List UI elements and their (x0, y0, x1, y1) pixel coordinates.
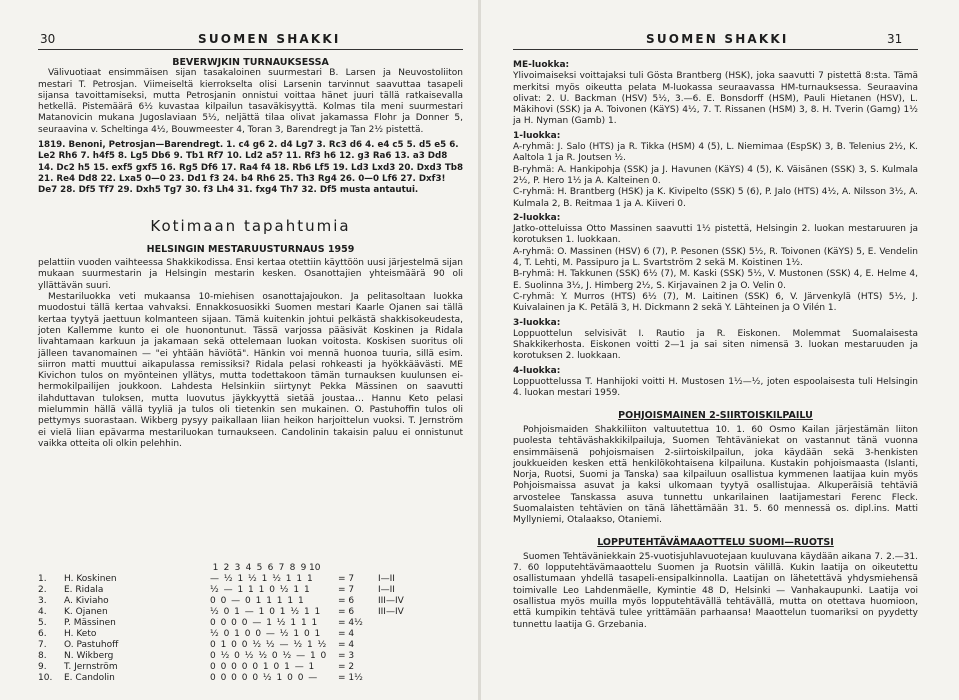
crosstable-row (38, 662, 404, 673)
right-page-number: 31 (887, 32, 903, 46)
crosstable-row (38, 574, 404, 585)
player-place (370, 618, 404, 629)
article-paragraph: pelattiin vuoden vaihteessa Shakkikodissa. Ensi kertaa otettiin käyttöön uusi järjestelmä sijan mukaan suurmestarin ja Helsingin mestarin kesken. Osanottajien yhteismäärä 90 oli yllättävän suuri. (38, 258, 463, 291)
right-body (513, 60, 918, 631)
left-page (0, 0, 478, 700)
player-score: = 6 (338, 607, 355, 617)
class-text: Loppuottelussa T. Hanhijoki voitti H. Mustosen 1½—½, joten espoolaisesta tuli Helsingin 4. luokan mestari 1959. (513, 377, 918, 399)
right-running-header: SUOMEN SHAKKI (646, 32, 789, 46)
player-results: 0 1 0 0 ½ ½ — ½ 1 ½ (210, 640, 328, 650)
player-results: 0 ½ 0 ½ ½ 0 ½ — 1 0 (210, 651, 328, 661)
player-name: E. Candolin (64, 673, 115, 683)
player-rank: 10. (38, 673, 53, 683)
crosstable-col-headers (210, 563, 330, 574)
crosstable-col-numbers (210, 563, 320, 573)
right-header-rule (513, 49, 918, 50)
player-name: K. Ojanen (64, 607, 108, 617)
crosstable-col-number: 3 (234, 563, 241, 573)
player-name: E. Ridala (64, 585, 104, 595)
player-place: III—IV (378, 596, 404, 606)
player-name: H. Koskinen (64, 574, 117, 584)
player-place (370, 640, 404, 651)
crosstable-header-row (38, 563, 404, 574)
article-paragraph: Välivuotiaat ensimmäisen sijan tasakaloinen suurmestari B. Larsen ja Neuvostoliiton mestari T. Petrosjan. Viimeiseltä kierrokselta olisi Larsenin tarvinnut saavuttaa tasapeli sijansa tavoittamiseksi, mutta Petrosjanin onnistui voittaa hänet juuri tällä ratkaisevalla hetkellä. Pistemäärä 6½ kuvastaa kilpailun tasaväkisyyttä. Kolmas tila meni suurmestari Matanovicin mukana Jugoslaviaan 5½, neljättä tilaa olivat jakamassa Flohr ja Donner 5, seuraavina v. Scheltinga 4½, Bouwmeester 4, Toran 3, Barendregt ja Tan 2½ pistettä. (38, 68, 463, 135)
player-results: ½ — 1 1 1 0 ½ 1 1 (210, 585, 311, 595)
group-result: B-ryhmä: A. Hankipohja (SSK) ja J. Havunen (KäYS) 4 (5), K. Väisänen (SSK) 3, S. Kulmala 2½, P. Hero 1½ ja A. Kalteinen 0. (513, 164, 918, 186)
article-title-pohjoismainen: POHJOISMAINEN 2-SIIRTOISKILPAILU (618, 409, 813, 421)
left-body (38, 57, 463, 450)
player-score: = 6 (338, 596, 355, 606)
player-score: = 4 (338, 629, 355, 639)
player-results: 0 0 0 0 0 1 0 1 — 1 (210, 662, 316, 672)
crosstable-col-number: 4 (245, 563, 252, 573)
player-rank: 6. (38, 629, 47, 639)
player-rank: 3. (38, 596, 47, 606)
player-results: ½ 0 1 — 1 0 1 ½ 1 1 (210, 607, 322, 617)
player-name: P. Mässinen (64, 618, 116, 628)
player-name: T. Jernström (64, 662, 118, 672)
player-score: = 7 (338, 574, 355, 584)
section-title: Kotimaan tapahtumia (150, 216, 351, 235)
player-place: I—II (378, 574, 395, 584)
left-header-rule (38, 49, 463, 50)
player-place: I—II (378, 585, 395, 595)
player-score: = 1½ (338, 673, 363, 683)
player-score: = 7 (338, 585, 355, 595)
crosstable-col-number: 10 (309, 563, 321, 573)
crosstable-col-number: 2 (223, 563, 230, 573)
class-title-1: 1-luokka: (513, 130, 561, 141)
left-running-header: SUOMEN SHAKKI (198, 32, 341, 46)
player-results: 0 0 0 0 0 ½ 1 0 0 — (210, 673, 319, 683)
player-rank: 1. (38, 574, 47, 584)
crosstable-col-number: 7 (278, 563, 285, 573)
right-page (481, 0, 959, 700)
crosstable-row (38, 618, 404, 629)
crosstable-row (38, 596, 404, 607)
player-score: = 3 (338, 651, 355, 661)
player-name: H. Keto (64, 629, 97, 639)
group-result: C-ryhmä: Y. Murros (HTS) 6½ (7), M. Laitinen (SSK) 6, V. Järvenkylä (HTS) 5½, J. Kuivalainen ja K. Petälä 3, H. Dickmann 2 sekä Y. Lähteinen ja O Vilén 1. (513, 291, 918, 314)
crosstable-col-number: 1 (212, 563, 219, 573)
player-rank: 7. (38, 640, 47, 650)
crosstable-row (38, 651, 404, 662)
player-place (370, 662, 404, 673)
tournament-title: BEVERWJKIN TURNAUKSESSA (172, 57, 329, 68)
class-title-3: 3-luokka: (513, 317, 561, 328)
player-score: = 4 (338, 640, 355, 650)
crosstable-col-number: 5 (256, 563, 263, 573)
left-page-number: 30 (40, 32, 56, 46)
group-result: B-ryhmä: H. Takkunen (SSK) 6½ (7), M. Kaski (SSK) 5½, V. Mustonen (SSK) 4, E. Helme 4, E. Suolinna 3½, J. Himberg 2½, S. Kirjavainen 2 ja O. Velin 0. (513, 269, 918, 291)
crosstable-body (38, 563, 404, 684)
class-title-me: ME-luokka: (513, 60, 570, 70)
player-results: 0 0 — 0 1 1 1 1 1 (210, 596, 305, 606)
crosstable-row (38, 629, 404, 640)
player-place: III—IV (378, 607, 404, 617)
player-score: = 2 (338, 662, 355, 672)
article-paragraph: Pohjoismaiden Shakkiliiton valtuutettua 10. 1. 60 Osmo Kailan järjestämän liiton puolesta tehtäväshakkikilpailuja, Suomen Tehtäväniekat on vastannut tänä vuonna ensimmäisenä pohjoismaisen 2-siirtoiskilpailun, joka käydään sekä 3-henkisten joukkueiden kesken että henkilökohtaisena kilpailuna. Kustakin pohjoismaasta (Islanti, Norja, Ruotsi, Suomi ja Tanska) saa kilpailuun osallistua kymmenen laatijaa kuin myös Pohjoismaissa asuvat ja kaksi ulkomaan tyytyä osallistujaa. Alkuperäisiä tehtäviä arvostelee Tanskassa asuva tunnettu unkarilainen laatijamestari Ferenc Fleck. Suomalaisten tehtävien on tänä lähettämään 31. 5. 60 mennessä os. dipl.ins. Matti Myllyniemi, Otalaakso, Otaniemi. (513, 424, 918, 526)
crosstable-col-number: 9 (300, 563, 307, 573)
crosstable-row (38, 640, 404, 651)
class-text: Loppuottelun selvisivät I. Rautio ja R. Eiskonen. Molemmat Suomalaisesta Shakkikerhosta. Eiskonen voitti 2—1 ja sai siten nimensä 3. luokan mestaruuden ja korotuksen 2. luokkaan. (513, 328, 918, 362)
player-rank: 9. (38, 662, 47, 672)
game-moves: 1. c4 g6 2. d4 Lg7 3. Rc3 d6 4. e4 c5 5. d5 e5 6. Le2 Rh6 7. h4f5 8. Lg5 Db6 9. Tb1 Rf7 10. Ld2 a5? 11. Rf3 h6 12. g3 Ra6 13. a3 Dd8 14. Dc2 h5 15. exf5 gxf5 16. Rg5 Df6 17. Ra4 f4 18. Rb6 Lf5 19. Ld3 Lxd3 20. Dxd3 Tb8 21. Re4 Dd8 22. Lxa5 0—0 23. Dd1 f3 24. b4 Rh6 25. Th3 Rg4 26. 0—0 Lf6 27. Dxf3! De7 28. Df5 Tf7 29. Dxh5 Tg7 30. f3 Lh4 31. fxg4 Th7 32. Df5 musta antautui. (38, 140, 464, 196)
player-rank: 5. (38, 618, 47, 628)
class-title-2: 2-luokka: (513, 212, 561, 223)
crosstable (38, 563, 463, 684)
player-rank: 8. (38, 651, 47, 661)
class-title-4: 4-luokka: (513, 365, 561, 376)
championship-title: HELSINGIN MESTARUUSTURNAUS 1959 (146, 243, 355, 255)
player-results: — ½ 1 ½ 1 ½ 1 1 1 (210, 574, 314, 584)
crosstable-col-number: 8 (289, 563, 296, 573)
crosstable-row (38, 673, 404, 684)
group-result: A-ryhmä: O. Massinen (HSV) 6 (7), P. Pesonen (SSK) 5½, R. Toivonen (KäYS) 5, E. Vendelin 4, T. Lehti, M. Passipuro ja L. Svartström 2 sekä M. Koistinen 1½. (513, 246, 918, 269)
player-score: = 4½ (338, 618, 363, 628)
player-place (370, 651, 404, 662)
crosstable-table (38, 563, 404, 684)
player-rank: 4. (38, 607, 47, 617)
article-title-lopputehtava: LOPPUTEHTÄVÄMAAOTTELU SUOMI—RUOTSI (597, 536, 834, 548)
group-result: C-ryhmä: H. Brantberg (HSK) ja K. Kivipelto (SSK) 5 (6), P. Jalo (HTS) 4½, A. Nilsson 3½, A. Kulmala 2, B. Reitmaa 1 ja A. Kiiveri 0. (513, 187, 918, 209)
player-results: ½ 0 1 0 0 — ½ 1 0 1 (210, 629, 322, 639)
article-paragraph: Mestariluokka veti mukaansa 10-miehisen osanottajajoukon. Ja pelitasoltaan luokka muodostui tällä kertaa vahvaksi. Ennakkosuosikki Suomen mestari Kaarle Ojanen sai tällä kertaa tyytyä jaettuun kolmanteen sijaan. Tämä kuitenkin johtui pelkästä shakkisokeudesta, joten Kallemme kunto ei ole huonontunut. Tässä varjossa pääsivät Koskinen ja Ridala livahtamaan karkuun ja jakamaan sekä ottelemaan luokan voitosta. Koskisen suoritus oli jälleen tavanomainen — "ei yhtään häviötä". Hänkin voi mennä huonoa tuuria, sillä esim. siirron matti muuttui aikapulassa remissiksi? Ridala pelasi rohkeasti ja hyökkäävästi. ME Kivichon tulos on myönteinen yllätys, mutta todettakoon tämän turnauksen kuulunsen ei-hermokilpailijen joukkoon. Lahdesta Helsinkiin siirtynyt Pekka Mässinen on saavutti ilahduttavan tuloksen, mutta luovutus jäykkyyttä sietää joustaa… Hannu Keto pelasi mielummin hällä vällä tyyliä ja tulos oli tietenkin sen mukainen. O. Pastuhoffin tulos oli pettymys suorastaan. Wikberg pysyy paikallaan liian heikon harjoittelun vuoksi. T. Jernström ei vielä liian epävarma mestariluokan turnaukseen. Candolinin takaisin paluu ei onnistunut vaikka otteita oli olkin pelehhin. (38, 292, 463, 449)
player-name: O. Pastuhoff (64, 640, 119, 650)
game-header: 1819. Benoni, Petrosjan—Barendregt. (38, 140, 224, 151)
class-text: Ylivoimaiseksi voittajaksi tuli Gösta Brantberg (HSK), joka saavutti 7 pistettä 8:sta. Tämä merkitsi myös oikeutta pelata M-luokassa seuraavassa HM-turnauksessa. Seuraavina olivat: 2. U. Backman (HSV) 5½, 3.—6. E. Bonsdorff (HSM), Pauli Hietanen (HSV), L. Mäkihovi (SSK) ja A. Toivonen (KäYS) 4½, 7. T. Rissanen (HSM) 3, 8. H. Tverin (Gamg) 1½ ja H. Nyman (Gamb) 1. (513, 71, 918, 127)
crosstable-col-number: 6 (267, 563, 274, 573)
article-paragraph: Suomen Tehtäväniekkain 25-vuotisjuhlavuotejaan kuuluvana käydään aikana 7. 2.—31. 7. 60 lopputehtävämaaottelu Suomen ja Ruotsin välillä. Kukin laatija on oikeutettu osallistumaan yhdellä tasapeli-ensipalkinnolla. Laatijan on lähetettävä yhdysmiehensä toimivalle Leo Lahdenmäelle, Kymintie 48 D, Helsinki — Vanhakaupunki. Laatija voi osallistua myös muilla myös lopputehtävällä tehtävällä, mutta on otettava huomioon, että kumpikin tehtävä tulee yrittämään parhaansa! Maaottelun tuomariksi on pyydetty tunnettu laatija G. Grzebania. (513, 551, 918, 630)
crosstable-row (38, 607, 404, 618)
class-text: Jatko-otteluissa Otto Massinen saavutti 1½ pistettä, Helsingin 2. luokan mestaruuren ja korotuksen 1. luokkaan. (513, 224, 918, 246)
group-result: A-ryhmä: J. Salo (HTS) ja R. Tikka (HSM) 4 (5), L. Niemimaa (EspSK) 3, B. Telenius 2½, K. Aaltola 1 ja R. Joutsen ½. (513, 142, 918, 164)
player-place (370, 629, 404, 640)
player-name: N. Wikberg (64, 651, 114, 661)
player-rank: 2. (38, 585, 47, 595)
player-name: A. Kiviaho (64, 596, 109, 606)
player-place (370, 673, 404, 684)
game-score (38, 140, 463, 196)
crosstable-row (38, 585, 404, 596)
player-results: 0 0 0 0 — 1 ½ 1 1 1 (210, 618, 319, 628)
